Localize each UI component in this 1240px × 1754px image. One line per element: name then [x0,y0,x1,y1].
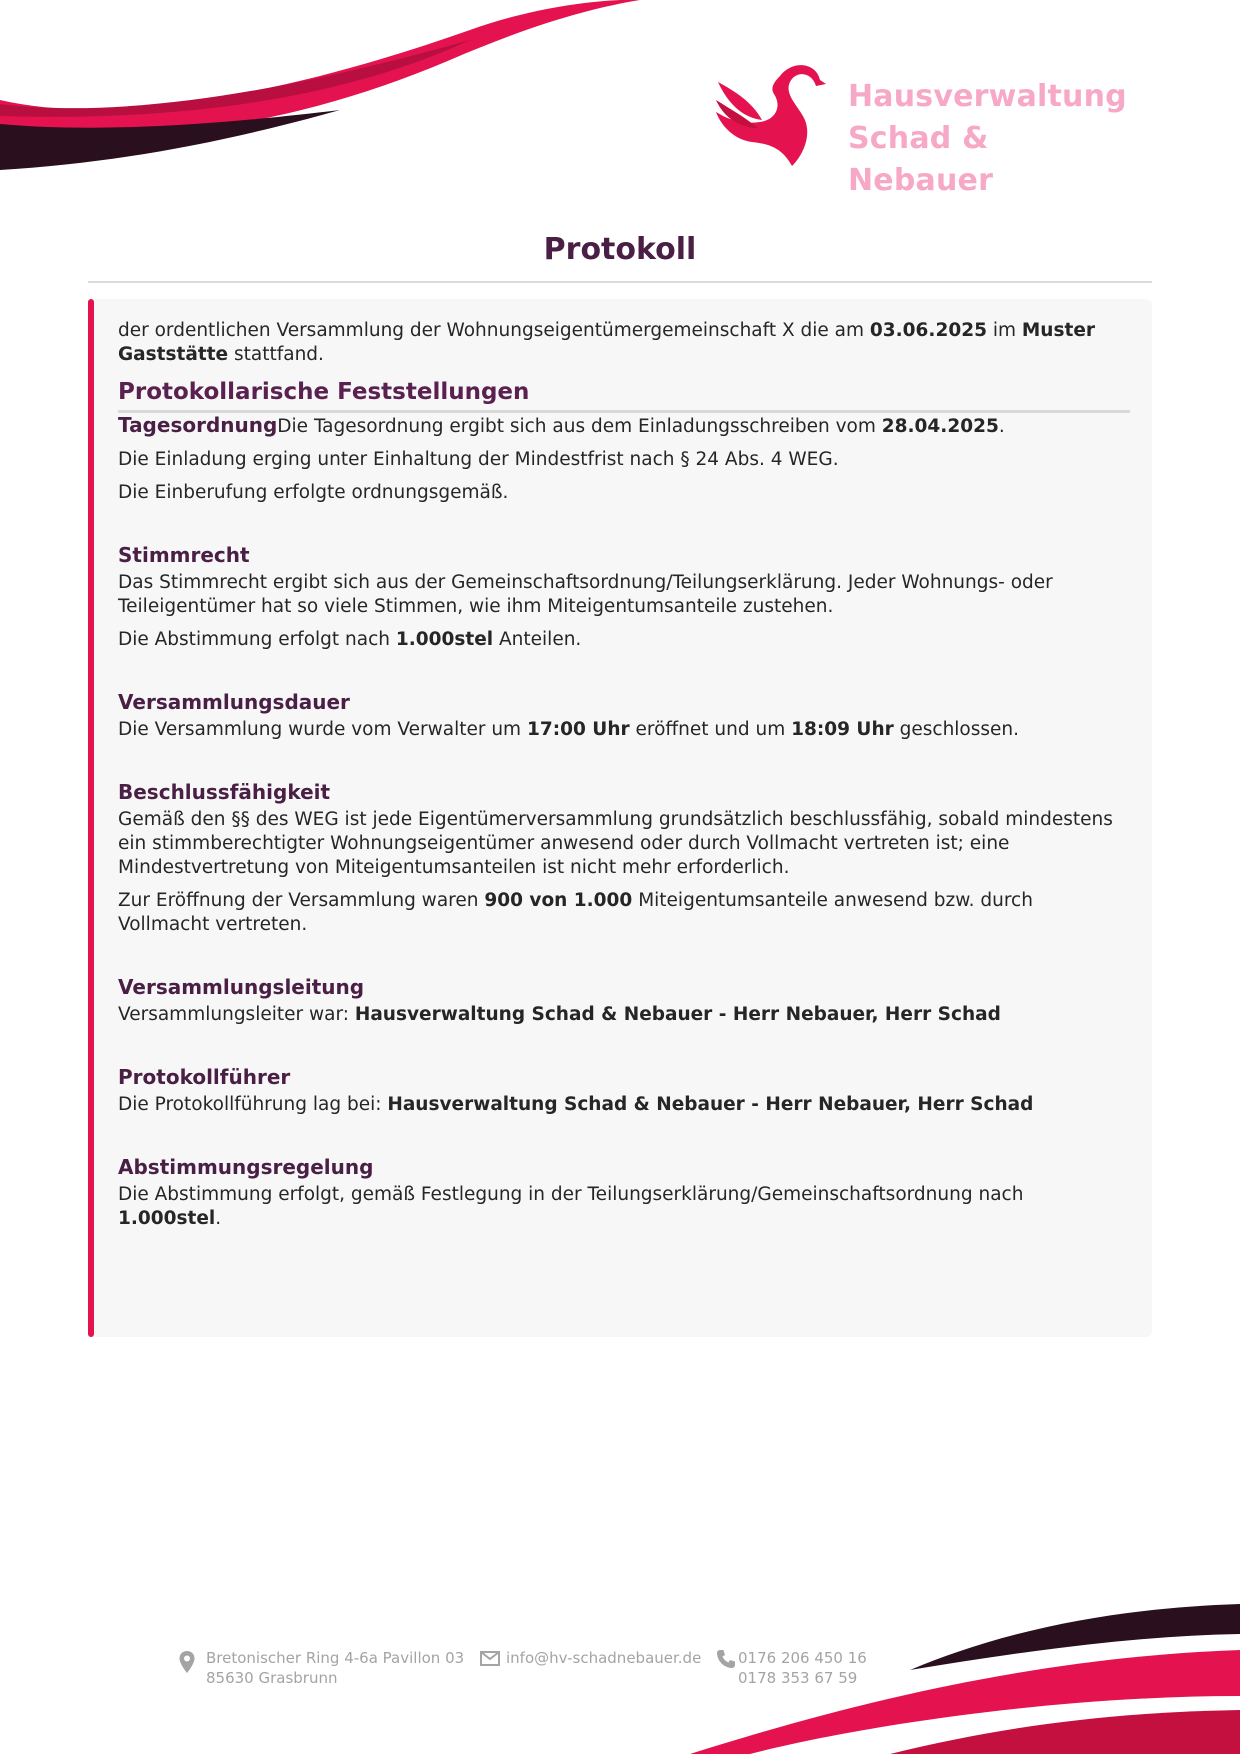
tagesordnung-period: . [998,416,1005,437]
vote-share-unit: 1.000stel [395,629,494,650]
invitation-date: 28.04.2025 [881,416,999,437]
stimmrecht-text: Die Abstimmung erfolgt nach [118,629,396,650]
brand-line-2: Schad & Nebauer [848,121,994,198]
leitung-section [118,975,1128,1027]
footer-phone [716,1648,867,1688]
dauer-heading: Versammlungsdauer [118,690,350,714]
email-link[interactable]: info@hv-schadnebauer.de [506,1649,702,1667]
intro-text-mid: im [986,320,1022,341]
regelung-period: . [215,1208,222,1229]
fuehrer-heading: Protokollführer [118,1065,291,1089]
swan-icon [712,58,832,178]
mail-icon [480,1651,500,1666]
minutes-keeper: Hausverwaltung Schad & Nebauer - Herr Nebauer, Herr Schad [387,1094,1034,1115]
footer-email [480,1648,701,1668]
dauer-paragraph [118,718,1128,742]
meeting-chair: Hausverwaltung Schad & Nebauer - Herr Nebauer, Herr Schad [354,1004,1001,1025]
phone-number-2[interactable]: 0178 353 67 59 [738,1669,858,1687]
brand-logo [712,58,1132,198]
stimmrecht-text-end: Anteilen. [493,629,582,650]
section-heading: Protokollarische Feststellungen [118,380,1130,413]
brand-line-1: Hausverwaltung [848,79,1127,114]
beschluss-text-end: Miteigentumsanteile anwesend bzw. durch Vollmacht vertreten. [118,890,1033,935]
phone-icon [716,1649,736,1669]
brand-name [848,76,1132,202]
start-time: 17:00 Uhr [526,719,630,740]
address-line-2: 85630 Grasbrunn [206,1669,338,1687]
phone-number-1[interactable]: 0176 206 450 16 [738,1649,867,1667]
dauer-text-end: geschlossen. [893,719,1020,740]
leitung-paragraph [118,1003,1128,1027]
fuehrer-paragraph [118,1093,1128,1117]
regelung-paragraph [118,1183,1128,1231]
dauer-section [118,690,1128,742]
regelung-heading: Abstimmungsregelung [118,1155,374,1179]
footer-address [178,1648,464,1688]
leitung-text: Versammlungsleiter war: [118,1004,355,1025]
stimmrecht-paragraph-2 [118,628,1128,652]
fuehrer-section [118,1065,1128,1117]
beschluss-heading: Beschlussfähigkeit [118,780,331,804]
regelung-text: Die Abstimmung erfolgt, gemäß Festlegung in der Teilungserklärung/Gemeinschaftsordnung nach [118,1184,1024,1205]
tagesordnung-line-2: Die Einladung erging unter Einhaltung der Mindestfrist nach § 24 Abs. 4 WEG. [118,449,839,470]
address-line-1: Bretonischer Ring 4-6a Pavillon 03 [206,1649,465,1667]
regelung-section [118,1155,1128,1231]
beschluss-paragraph-1: Gemäß den §§ des WEG ist jede Eigentümerversammlung grundsätzlich beschlussfähig, sobald mindestens ein stimmberechtigter Wohnungseigentümer anwesend oder durch Vollmacht vertreten ist; eine Mindestvertretung von Miteigentumsanteilen ist nicht mehr erforderlich. [118,809,1113,878]
top-swoosh [0,0,640,175]
voting-unit: 1.000stel [118,1208,216,1229]
tagesordnung-line-3: Die Einberufung erfolgte ordnungsgemäß. [118,482,509,503]
tagesordnung-text: Die Tagesordnung ergibt sich aus dem Einladungsschreiben vom [277,416,882,437]
stimmrecht-paragraph-1: Das Stimmrecht ergibt sich aus der Gemeinschaftsordnung/Teilungserklärung. Jeder Wohnungs- oder Teileigentümer hat so viele Stimmen, wie ihm Miteigentumsanteile zustehen. [118,572,1053,617]
intro-text: der ordentlichen Versammlung der Wohnungseigentümergemeinschaft X die am [118,320,870,341]
dauer-text-mid: eröffnet und um [629,719,792,740]
dauer-text: Die Versammlung wurde vom Verwalter um [118,719,527,740]
protocol-body [118,319,1128,1240]
beschluss-section [118,780,1128,937]
meeting-place: Muster Gaststätte [118,320,1095,365]
leitung-heading: Versammlungsleitung [118,975,365,999]
tagesordnung-heading: Tagesordnung [118,413,278,437]
end-time: 18:09 Uhr [791,719,894,740]
tagesordnung-line-1 [118,413,1128,439]
meeting-date: 03.06.2025 [869,320,987,341]
page-title: Protokoll [543,232,697,267]
stimmrecht-heading: Stimmrecht [118,543,250,567]
beschluss-text: Zur Eröffnung der Versammlung waren [118,890,485,911]
fuehrer-text: Die Protokollführung lag bei: [118,1094,388,1115]
location-pin-icon [178,1650,196,1674]
intro-text-end: stattfand. [228,344,324,365]
beschluss-paragraph-2 [118,889,1128,937]
intro-paragraph [118,319,1128,367]
title-divider [88,281,1152,283]
card-accent-bar [88,299,94,1337]
share-count: 900 von 1.000 [484,890,633,911]
stimmrecht-section [118,543,1128,652]
